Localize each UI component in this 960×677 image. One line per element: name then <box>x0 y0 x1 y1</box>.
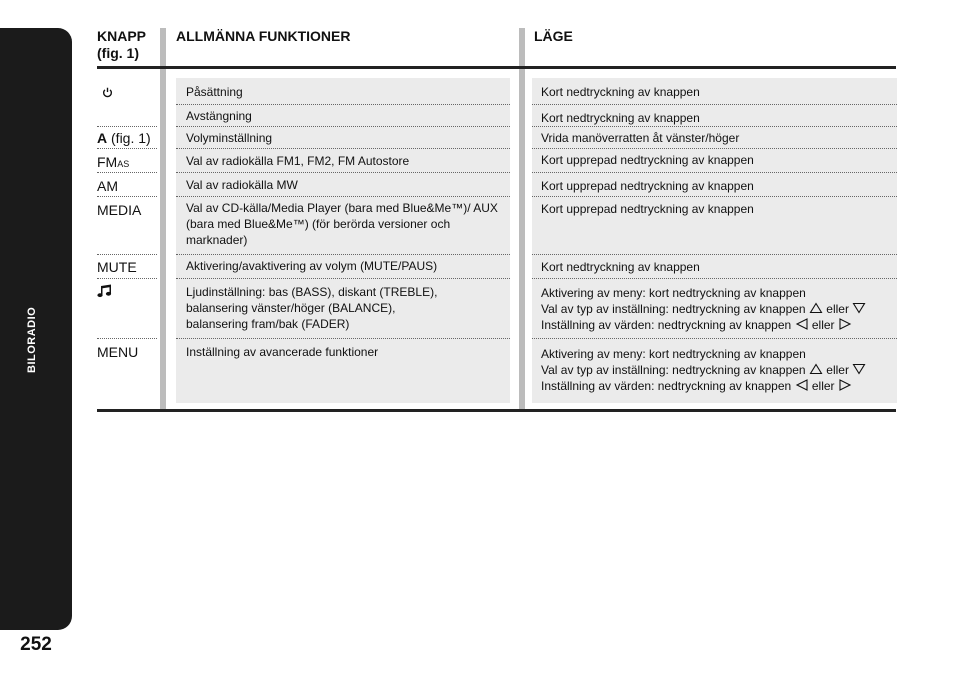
table-row <box>97 149 896 173</box>
table-row <box>97 127 896 149</box>
table-row <box>97 255 896 279</box>
mode-text: Aktivering av meny: kort nedtryckning av knappen Val av typ av inställning: nedtryckning av knappen eller Inställning av värden: nedtryckning av knappen eller <box>541 346 896 394</box>
header-button-ref: (fig. 1) <box>97 45 139 61</box>
table-row <box>97 339 896 403</box>
table-top-rule <box>97 66 896 69</box>
mode-text: Kort nedtryckning av knappen <box>541 260 700 274</box>
header-button-label: KNAPP <box>97 28 147 44</box>
key-label: AM <box>97 178 118 194</box>
triangle-down-icon <box>852 363 866 375</box>
music-note-icon <box>97 284 113 301</box>
triangle-left-icon <box>795 318 809 330</box>
section-label: BILORADIO <box>26 306 38 374</box>
triangle-right-icon <box>838 318 852 330</box>
function-text: Inställning av avancerade funktioner <box>186 345 379 359</box>
function-text: Val av radiokälla FM1, FM2, FM Autostore <box>186 154 410 168</box>
triangle-down-icon <box>852 302 866 314</box>
mode-text: Kort nedtryckning av knappen <box>541 111 700 125</box>
triangle-up-icon <box>809 363 823 375</box>
mode-text: Aktivering av meny: kort nedtryckning av knappen Val av typ av inställning: nedtryckning av knappen eller Inställning av värden: nedtryckning av knappen eller <box>541 285 896 333</box>
key-label: FMAS <box>97 154 130 170</box>
page-number: 252 <box>20 634 52 655</box>
mode-text: Kort upprepad nedtryckning av knappen <box>541 202 754 216</box>
triangle-right-icon <box>838 379 852 391</box>
table-row <box>97 197 896 255</box>
mode-text: Vrida manöverratten åt vänster/höger <box>541 131 740 145</box>
sidebar <box>0 0 72 677</box>
header-functions-column: ALLMÄNNA FUNKTIONER <box>176 28 351 44</box>
key-label: MENU <box>97 344 139 360</box>
power-icon <box>102 85 113 101</box>
table-row <box>97 279 896 339</box>
table-row <box>97 173 896 197</box>
triangle-up-icon <box>809 302 823 314</box>
table-row <box>97 105 896 127</box>
key-label: MUTE <box>97 259 137 275</box>
header-button-column <box>97 28 146 62</box>
table-bottom-rule <box>97 409 896 412</box>
function-text: Påsättning <box>186 85 243 99</box>
function-text: Ljudinställning: bas (BASS), diskant (TREBLE), balansering vänster/höger (BALANCE), balansering fram/bak (FADER) <box>186 285 438 331</box>
function-text: Val av radiokälla MW <box>186 178 298 192</box>
header-mode-column: LÄGE <box>534 28 573 44</box>
function-text: Val av CD-källa/Media Player (bara med Blue&Me™)/ AUX (bara med Blue&Me™) (för berörda versioner och marknader) <box>186 201 498 247</box>
mode-text: Kort upprepad nedtryckning av knappen <box>541 153 754 167</box>
mode-text: Kort nedtryckning av knappen <box>541 85 700 99</box>
function-text: Aktivering/avaktivering av volym (MUTE/PAUS) <box>186 259 438 273</box>
key-label: MEDIA <box>97 202 142 218</box>
function-text: Avstängning <box>186 109 252 123</box>
mode-text: Kort upprepad nedtryckning av knappen <box>541 179 754 193</box>
function-text: Volyminställning <box>186 131 273 145</box>
triangle-left-icon <box>795 379 809 391</box>
table-row <box>97 80 896 105</box>
key-label: A (fig. 1) <box>97 130 151 146</box>
